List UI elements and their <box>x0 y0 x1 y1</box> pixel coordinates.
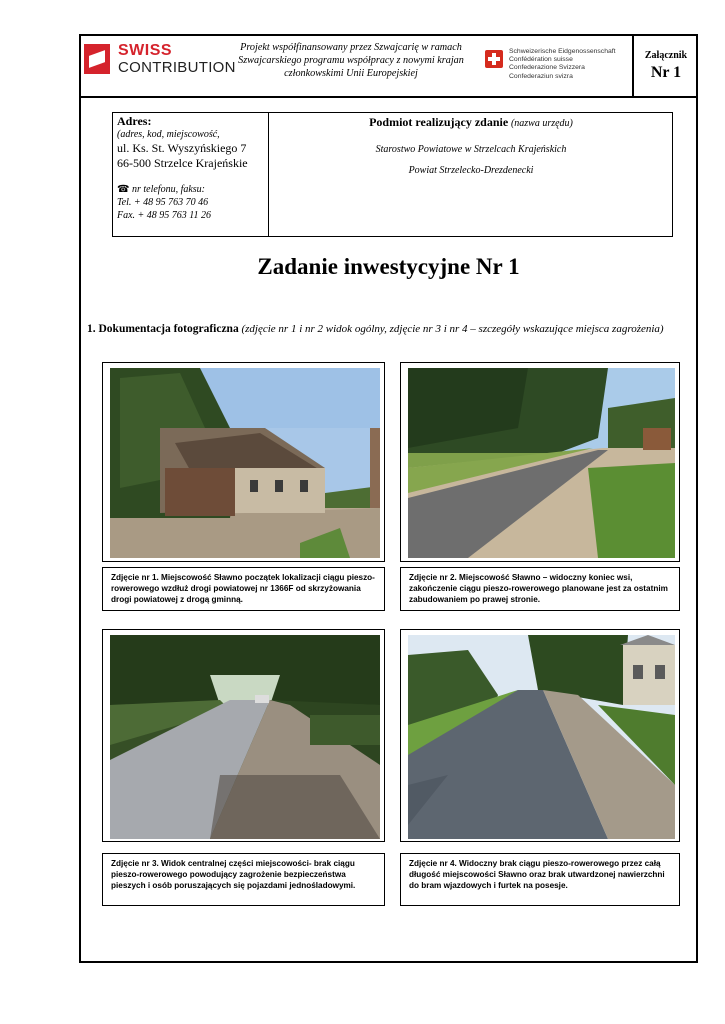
address-city: 66-500 Strzelce Krajeńskie <box>117 156 248 170</box>
section-title: 1. Dokumentacja fotograficzna <box>87 323 239 335</box>
confed-line-de: Schweizerische Eidgenossenschaft <box>509 48 616 55</box>
confed-line-it: Confederazione Svizzera <box>509 64 585 72</box>
section-heading <box>87 322 687 336</box>
photo-frame-3 <box>102 629 385 842</box>
swiss-contribution-logo <box>84 42 236 78</box>
entity-heading-hint: (nazwa urzędu) <box>510 118 573 129</box>
address-heading: Adres: <box>117 114 152 128</box>
annex-label: Załącznik <box>644 50 688 61</box>
confed-line-fr: Confédération suisse <box>509 56 573 64</box>
entity-cell <box>273 115 669 176</box>
address-cell <box>117 115 267 222</box>
caption-1: Zdjęcie nr 1. Miejscowość Sławno początek lokalizacji ciągu pieszo-rowerowego wzdłuż drogi powiatowej nr 1366F od skrzyżowania drogi powiatowej z drogą gminną. <box>102 567 385 611</box>
annex-box <box>636 50 696 82</box>
village-house-photo <box>110 368 380 558</box>
caption-3: Zdjęcie nr 3. Widok centralnej części miejscowości- brak ciągu pieszo-rowerowego powodujący zagrożenie bezpieczeństwa pieszych i osób poruszających się pojazdami jednośladowymi. <box>102 853 385 906</box>
asphalt-road-photo <box>408 368 675 558</box>
swiss-cross-icon <box>485 50 503 68</box>
header-column-divider <box>632 34 634 97</box>
header-divider <box>79 96 698 98</box>
caption-4: Zdjęcie nr 4. Widoczny brak ciągu pieszo-rowerowego przez całą długość miejscowości Sławno oraz brak utwardzonej nawierzchni do bram wjazdowych i furtek na posesje. <box>400 853 680 906</box>
address-hint: (adres, kod, miejscowość, <box>117 129 220 140</box>
address-table <box>112 112 673 237</box>
entity-office: Starostwo Powiatowe w Strzelcach Krajeńskich <box>375 144 567 155</box>
logo-line1: SWISS <box>118 42 173 59</box>
photo-frame-4 <box>400 629 680 842</box>
address-fax: Fax. + 48 95 763 11 26 <box>117 210 212 221</box>
project-funding-text: Projekt współfinansowany przez Szwajcarię w ramach Szwajcarskiego programu współpracy z nowymi krajan członkowskimi Unii Europejskiej <box>238 42 464 79</box>
address-street: ul. Ks. St. Wyszyńskiego 7 <box>117 141 247 155</box>
tree-lined-cobblestone-road-photo <box>110 635 380 839</box>
address-tel: Tel. + 48 95 763 70 46 <box>117 197 209 208</box>
cobblestone-street-photo <box>408 635 675 839</box>
swiss-flag-icon <box>84 44 110 74</box>
entity-district: Powiat Strzelecko-Drezdenecki <box>408 165 534 176</box>
page-title: Zadanie inwestycyjne Nr 1 <box>257 254 520 279</box>
logo-line2: CONTRIBUTION <box>118 59 236 76</box>
entity-heading: Podmiot realizujący zdanie <box>369 115 509 129</box>
caption-2: Zdjęcie nr 2. Miejscowość Sławno – widoczny koniec wsi, zakończenie ciągu pieszo-rowerowego planowane jest za ostatnim zabudowaniem po prawej stronie. <box>400 567 680 611</box>
phone-icon: ☎ <box>117 184 130 195</box>
section-description: (zdjęcie nr 1 i nr 2 widok ogólny, zdjęcie nr 3 i nr 4 – szczegóły wskazujące miejsca zagrożenia) <box>241 323 664 335</box>
photo-frame-2 <box>400 362 680 562</box>
confed-line-rm: Confederaziun svizra <box>509 72 573 80</box>
photo-frame-1 <box>102 362 385 562</box>
annex-number: Nr 1 <box>650 64 682 81</box>
phone-hint: nr telefonu, faksu: <box>131 184 206 195</box>
swiss-confederation-logo <box>485 50 625 86</box>
